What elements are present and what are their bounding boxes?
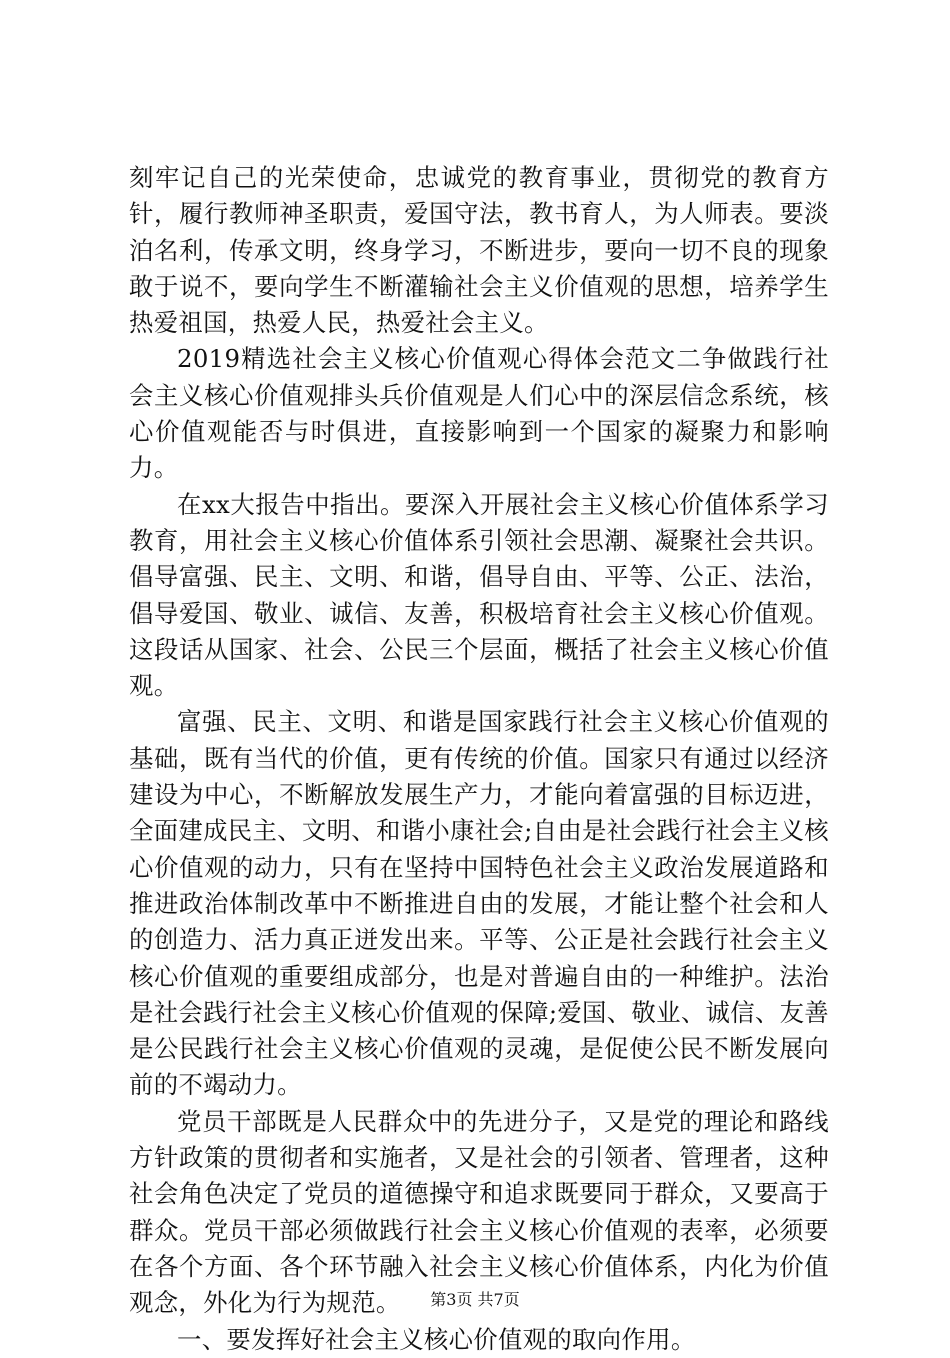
paragraph-4: 富强、民主、文明、和谐是国家践行社会主义核心价值观的基础，既有当代的价值，更有传统的价值。国家只有通过以经济建设为中心，不断解放发展生产力，才能向着富强的目标迈进，全面建成民主、文明、和谐小康社会;自由是社会践行社会主义核心价值观的动力，只有在坚持中国特色社会主义政治发展道路和推进政治体制改革中不断推进自由的发展，才能让整个社会和人的创造力、活力真正迸发出来。平等、公正是社会践行社会主义核心价值观的重要组成部分，也是对普遍自由的一种维护。法治是社会践行社会主义核心价值观的保障;爱国、敬业、诚信、友善是公民践行社会主义核心价值观的灵魂，是促使公民不断发展向前的不竭动力。 [129, 707, 829, 1100]
page-footer: 第3页 共7页 [430, 1290, 520, 1309]
document-body [129, 160, 829, 1358]
paragraph-3: 在xx大报告中指出。要深入开展社会主义核心价值体系学习教育，用社会主义核心价值体系引领社会思潮、凝聚社会共识。倡导富强、民主、文明、和谐，倡导自由、平等、公正、法治，倡导爱国、敬业、诚信、友善，积极培育社会主义核心价值观。这段话从国家、社会、公民三个层面，概括了社会主义核心价值观。 [129, 489, 829, 701]
paragraph-1: 刻牢记自己的光荣使命，忠诚党的教育事业，贯彻党的教育方针，履行教师神圣职责，爱国守法，教书育人，为人师表。要淡泊名利，传承文明，终身学习，不断进步，要向一切不良的现象敢于说不，要向学生不断灌输社会主义价值观的思想，培养学生热爱祖国，热爱人民，热爱社会主义。 [129, 163, 829, 338]
paragraph-6: 一、要发挥好社会主义核心价值观的取向作用。 [177, 1324, 696, 1354]
paragraph-5: 党员干部既是人民群众中的先进分子，又是党的理论和路线方针政策的贯彻者和实施者，又是社会的引领者、管理者，这种社会角色决定了党员的道德操守和追求既要同于群众，又要高于群众。党员干部必须做践行社会主义核心价值观的表率，必须要在各个方面、各个环节融入社会主义核心价值体系，内化为价值观念，外化为行为规范。 [129, 1106, 829, 1318]
paragraph-2: 2019精选社会主义核心价值观心得体会范文二争做践行社会主义核心价值观排头兵价值观是人们心中的深层信念系统，核心价值观能否与时俱进，直接影响到一个国家的凝聚力和影响力。 [129, 344, 829, 483]
